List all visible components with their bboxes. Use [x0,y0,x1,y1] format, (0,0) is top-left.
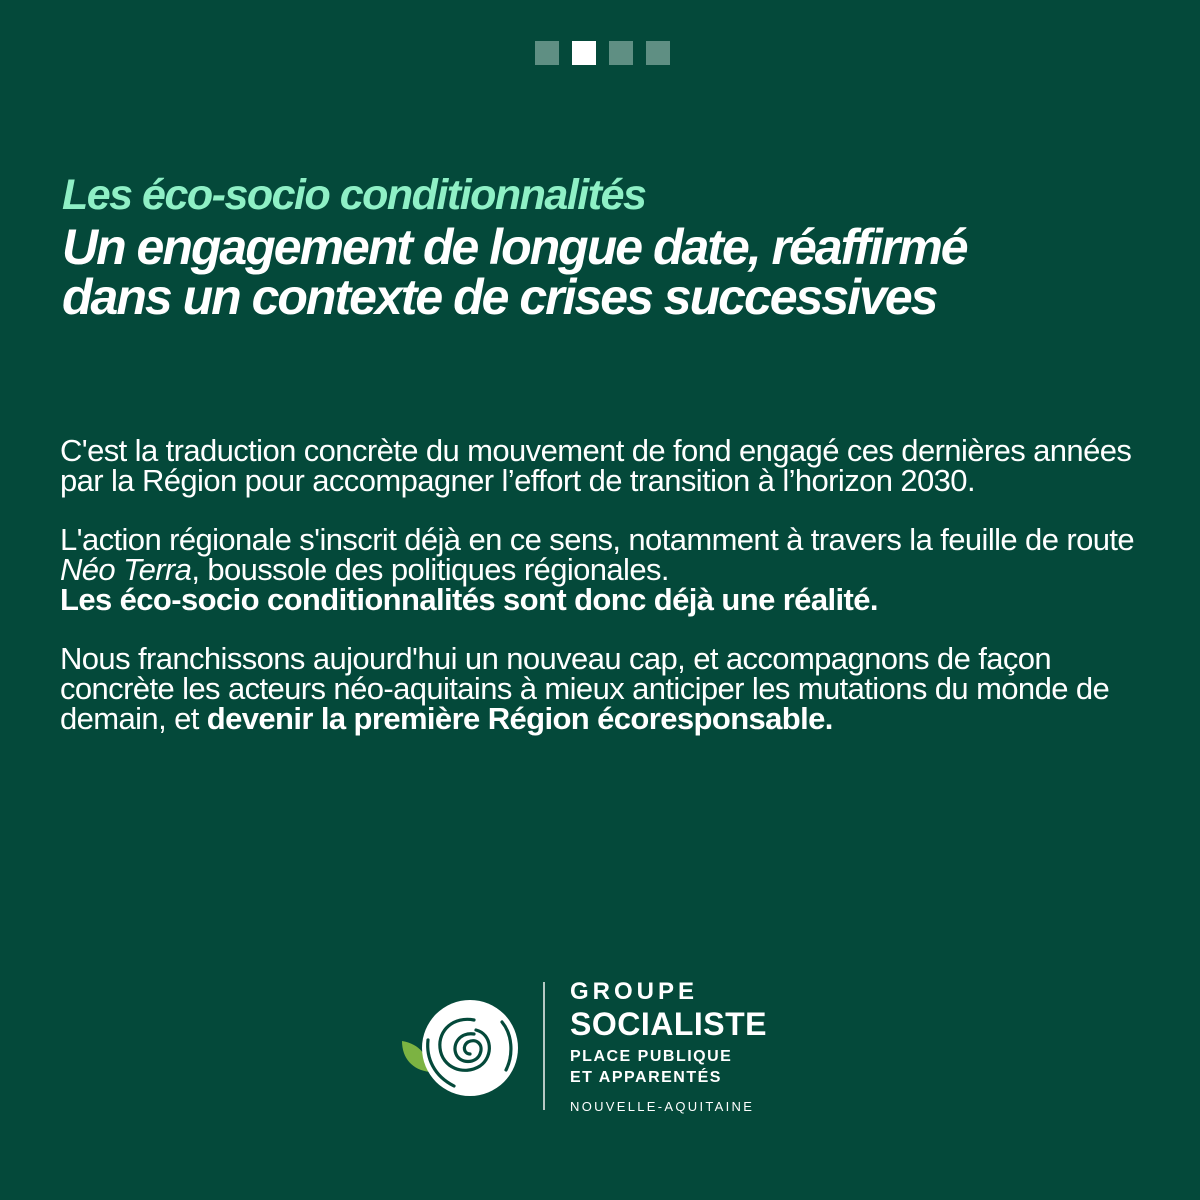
paragraph-2-text-end: , boussole des politiques régionales. [191,552,669,587]
paragraph-1: C'est la traduction concrète du mouvement de fond engagé ces dernières années par la Région pour accompagner l’effort de transition à l’horizon 2030. [60,433,1132,498]
page-indicator-dot [535,41,559,65]
rose-icon [398,996,524,1096]
paragraph-2-highlight: Les éco-socio conditionnalités sont donc déjà une réalité. [60,582,878,617]
logo-socialiste: SOCIALISTE [570,1006,768,1042]
logo-groupe: GROUPE [570,978,699,1005]
headline-line-1: Un engagement de longue date, réaffirmé [62,219,967,275]
paragraph-3-highlight: devenir la première Région écoresponsable. [206,701,833,736]
page-indicator-dot-active [572,41,596,65]
header [62,168,1162,325]
page-indicator-dot [609,41,633,65]
headline-line-2: dans un contexte de crises successives [62,269,937,325]
paragraph-2 [60,522,1140,617]
kicker: Les éco-socio conditionnalités [62,171,646,219]
paragraph-3 [60,641,1140,736]
logo-divider [543,982,545,1110]
neo-terra-emphasis: Néo Terra [60,552,192,587]
logo-region: NOUVELLE-AQUITAINE [570,1099,755,1114]
paragraph-3-text: Nous franchissons aujourd'hui un nouveau cap, et accompagnons de façon concrète les acteurs néo-aquitains à mieux anticiper les mutations du monde de demain, et [60,641,1110,736]
page-indicator [535,41,670,65]
logo-place-publique: PLACE PUBLIQUE [570,1048,733,1065]
body-text [60,433,1140,763]
logo-wordmark [570,978,767,1116]
group-logo [398,978,818,1118]
page-indicator-dot [646,41,670,65]
logo-apparentes: ET APPARENTÉS [570,1069,722,1086]
paragraph-2-text: L'action régionale s'inscrit déjà en ce sens, notamment à travers la feuille de route [60,522,1135,557]
